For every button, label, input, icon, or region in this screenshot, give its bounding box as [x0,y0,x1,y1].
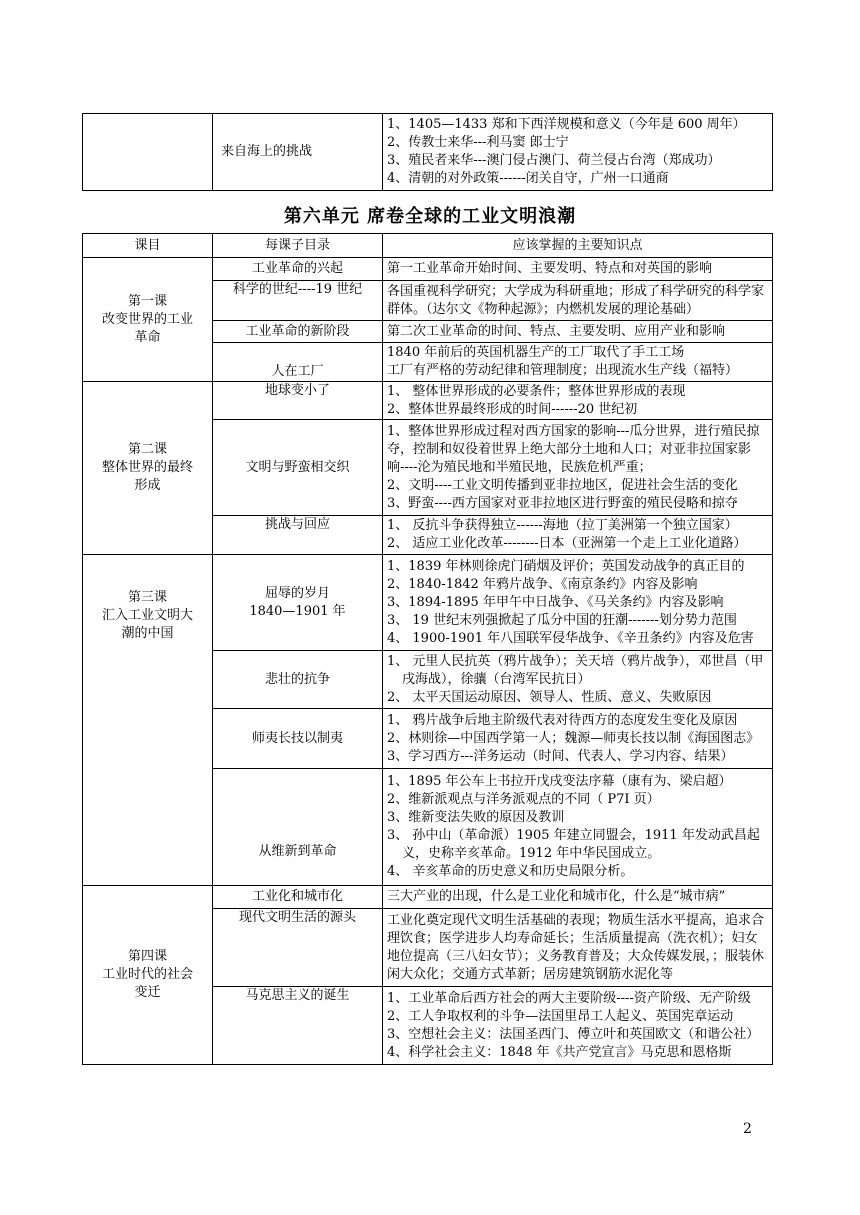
point-line: 4、清朝的对外政策------闭关自守，广州一口通商 [387,171,669,186]
lesson-line: 潮的中国 [121,626,174,641]
points-cell [383,114,773,191]
point-line: 1、整体世界形成过程对西方国家的影响---瓜分世界，进行殖民掠夺，控制和奴役着世界上绝大部分土地和人口；对亚非拉国家影响----沦为殖民地和半殖民地，民族危机严重； [387,423,760,475]
topic-cell: 马克思主义的诞生 [213,987,383,1065]
point-line: 各国重视科学研究；大学成为科研重地；形成了科学研究的科学家群体。（达尔文《物种起源》；内燃机发展的理论基础） [387,283,765,317]
points-cell [383,886,773,909]
points-cell [383,321,773,343]
lesson-line: 第二课 [127,442,167,457]
lesson-line: 整体世界的最终 [101,460,193,475]
header-points: 应该掌握的主要知识点 [383,234,773,258]
point-line: 4、 辛亥革命的历史意义和历史局限分析。 [387,864,634,879]
point-line: 3、维新变法失败的原因及教训 [387,810,565,825]
point-line: 1、 元里人民抗英（鸦片战争）；关天培（鸦片战争），邓世昌（甲戌海战），徐骧（台湾军民抗日） [387,653,764,687]
topic-cell: 悲壮的抗争 [213,651,383,709]
table-row [83,886,773,909]
topic-cell [213,555,383,651]
lesson-line: 工业时代的社会 [101,967,193,982]
topic-cell: 地球变小了 [213,382,383,420]
lesson-line: 第一课 [127,293,167,309]
points-cell [383,555,773,651]
lesson-line: 第四课 [127,949,167,964]
points-cell [383,343,773,382]
lesson-line: 革命 [134,329,161,345]
point-line: 3、殖民者来华---澳门侵占澳门、荷兰侵占台湾（郑成功） [387,153,721,168]
points-cell [383,987,773,1065]
point-line: 2、文明----工业文明传播到亚非拉地区，促进社会生活的变化 [387,477,738,493]
point-line: 3、 孙中山（革命派）1905 年建立同盟会，1911 年发动武昌起义，史称辛亥革命。1912 年中华民国成立。 [387,828,760,861]
point-line: 3、野蛮----西方国家对亚非拉地区进行野蛮的殖民侵略和掠夺 [387,495,738,511]
topic-cell: 工业革命的兴起 [213,258,383,281]
point-line: 第一工业革命开始时间、主要发明、特点和对英国的影响 [387,261,713,276]
point-line: 2、林则徐—中国西学第一人；魏源—师夷长技以制《海国图志》 [387,730,760,746]
topic-cell: 科学的世纪----19 世纪 [213,281,383,321]
points-cell [383,420,773,516]
topic-cell: 人在工厂 [213,343,383,382]
point-line: 1、 鸦片战争后地主阶级代表对待西方的态度发生变化及原因 [387,712,738,728]
point-line: 三大产业的出现，什么是工业化和城市化，什么是“城市病” [387,889,726,904]
topic-cell: 挑战与回应 [213,516,383,555]
topic-cell: 现代文明生活的源头 [213,909,383,987]
header-lesson: 课目 [83,234,213,258]
page-number: 2 [743,1121,752,1137]
header-row [83,234,773,258]
point-line: 3、学习西方---洋务运动（时间、代表人、学习内容、结果） [387,748,734,764]
table-row [83,258,773,281]
point-line: 3、 19 世纪末列强掀起了瓜分中国的狂潮-------划分势力范围 [387,612,737,628]
table-row [83,555,773,651]
lesson-name [83,555,213,886]
points-cell [383,382,773,420]
topic-cell: 师夷长技以制夷 [213,709,383,769]
empty-lesson-cell [83,114,213,191]
points-cell [383,909,773,987]
unit-title: 第六单元 席卷全球的工业文明浪潮 [283,206,577,227]
point-line: 1、1895 年公车上书拉开戊戌变法序幕（康有为、梁启超） [387,774,732,789]
lesson-name [83,886,213,1065]
lesson-line: 汇入工业文明大 [101,608,193,623]
topic-cell: 来自海上的挑战 [213,114,383,191]
point-line: 工业化奠定现代文明生活基础的表现；物质生活水平提高，追求合理饮食；医学进步人均寿命延长；生活质量提高（洗衣机）；妇女地位提高（三八妇女节）；义务教育普及；大众传媒发展，；服装休闲大众化；交通方式革新；居房建筑钢筋水泥化等 [387,912,765,982]
point-line: 2、工人争取权利的斗争—法国里昂工人起义、英国宪章运动 [387,1008,734,1024]
point-line: 2、 太平天国运动原因、领导人、性质、意义、失败原因 [387,689,712,705]
point-line: 1、1405—1433 郑和下西洋规模和意义（今年是 600 周年） [387,117,746,132]
topic-line: 屈辱的岁月 [264,585,330,601]
point-line: 第二次工业革命的时间、特点、主要发明、应用产业和影响 [387,323,726,339]
lesson-line: 变迁 [134,985,161,1000]
point-line: 1、1839 年林则徐虎门硝烟及评价；英国发动战争的真正目的 [387,558,745,574]
lesson-name [83,258,213,382]
topic-line: 1840—1901 年 [249,603,346,619]
point-line: 4、 1900-1901 年八国联军侵华战争、《辛丑条约》内容及危害 [387,630,754,646]
points-cell [383,651,773,709]
point-line: 2、 适应工业化改革--------日本（亚洲第一个走上工业化道路） [387,536,747,551]
lesson-line: 形成 [134,478,161,493]
topic-cell: 工业化和城市化 [213,886,383,909]
knowledge-table [82,233,773,1065]
point-line: 1、 反抗斗争获得独立------海地（拉丁美洲第一个独立国家） [387,518,738,533]
topic-cell: 工业革命的新阶段 [213,321,383,343]
header-subtopic: 每课子目录 [213,234,383,258]
points-cell [383,258,773,281]
lesson-line: 改变世界的工业 [101,311,193,327]
point-line: 1、工业革命后西方社会的两大主要阶级----资产阶级、无产阶级 [387,990,751,1006]
point-line: 4、科学社会主义：1848 年《共产党宣言》马克思和恩格斯 [387,1044,732,1060]
points-cell [383,769,773,886]
points-cell [383,281,773,321]
topic-cell: 文明与野蛮相交织 [213,420,383,516]
lesson-line: 第三课 [127,590,167,605]
point-line: 3、空想社会主义：法国圣西门、傅立叶和英国欧文（和谐公社） [387,1026,760,1042]
continued-table [82,113,773,191]
topic-cell: 从维新到革命 [213,769,383,886]
lesson-name [83,382,213,555]
point-line: 3、1894-1895 年甲午中日战争、《马关条约》内容及影响 [387,594,724,610]
points-cell [383,709,773,769]
point-line: 1、 整体世界形成的必要条件；整体世界形成的表现 [387,383,686,399]
point-line: 2、传教士来华---利马窦 郎士宁 [387,135,569,150]
point-line: 2、1840-1842 年鸦片战争、《南京条约》内容及影响 [387,576,698,592]
point-line: 2、整体世界最终形成的时间------20 世纪初 [387,401,638,417]
table-row [83,382,773,420]
point-line: 2、维新派观点与洋务派观点的不同（ P7I 页） [387,792,660,807]
point-line: 1840 年前后的英国机器生产的工厂取代了手工工场 [387,345,685,360]
points-cell [383,516,773,555]
point-line: 工厂有严格的劳动纪律和管理制度；出现流水生产线（福特） [387,363,739,378]
